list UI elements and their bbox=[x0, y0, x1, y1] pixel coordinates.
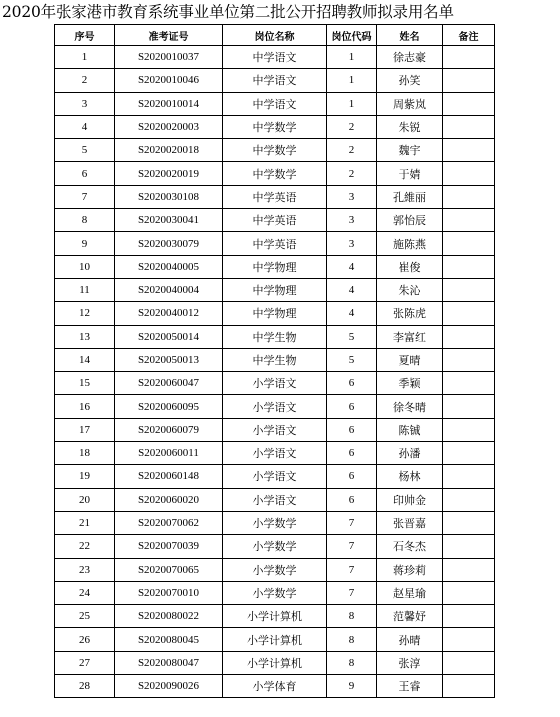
cell-position-code: 6 bbox=[327, 372, 377, 395]
cell-remarks bbox=[443, 302, 495, 325]
cell-index: 25 bbox=[55, 605, 115, 628]
table-header-row bbox=[55, 25, 495, 46]
cell-remarks bbox=[443, 69, 495, 92]
table-row bbox=[55, 558, 495, 581]
header-position-code: 岗位代码 bbox=[327, 25, 377, 46]
cell-position-name: 中学物理 bbox=[223, 255, 327, 278]
cell-position-code: 3 bbox=[327, 185, 377, 208]
cell-index: 19 bbox=[55, 465, 115, 488]
cell-position-name: 中学语文 bbox=[223, 46, 327, 69]
cell-remarks bbox=[443, 395, 495, 418]
cell-remarks bbox=[443, 348, 495, 371]
cell-position-name: 中学生物 bbox=[223, 325, 327, 348]
cell-position-name: 小学数学 bbox=[223, 581, 327, 604]
cell-name: 夏晴 bbox=[377, 348, 443, 371]
header-name: 姓名 bbox=[377, 25, 443, 46]
cell-exam-number: S2020050013 bbox=[115, 348, 223, 371]
cell-position-name: 小学体育 bbox=[223, 675, 327, 698]
cell-exam-number: S2020060095 bbox=[115, 395, 223, 418]
cell-position-name: 小学计算机 bbox=[223, 605, 327, 628]
document-title: 2020年张家港市教育系统事业单位第二批公开招聘教师拟录用名单 bbox=[2, 3, 454, 21]
header-remarks: 备注 bbox=[443, 25, 495, 46]
cell-position-code: 9 bbox=[327, 675, 377, 698]
cell-exam-number: S2020060079 bbox=[115, 418, 223, 441]
cell-remarks bbox=[443, 209, 495, 232]
cell-remarks bbox=[443, 139, 495, 162]
cell-exam-number: S2020020019 bbox=[115, 162, 223, 185]
cell-exam-number: S2020090026 bbox=[115, 675, 223, 698]
cell-position-code: 6 bbox=[327, 418, 377, 441]
cell-index: 8 bbox=[55, 209, 115, 232]
cell-position-name: 小学语文 bbox=[223, 418, 327, 441]
table-row bbox=[55, 581, 495, 604]
cell-name: 杨林 bbox=[377, 465, 443, 488]
table-row bbox=[55, 232, 495, 255]
cell-exam-number: S2020020003 bbox=[115, 115, 223, 138]
cell-remarks bbox=[443, 325, 495, 348]
cell-position-name: 小学数学 bbox=[223, 535, 327, 558]
cell-position-code: 6 bbox=[327, 442, 377, 465]
cell-name: 孙笑 bbox=[377, 69, 443, 92]
cell-remarks bbox=[443, 115, 495, 138]
cell-position-name: 中学数学 bbox=[223, 115, 327, 138]
cell-remarks bbox=[443, 372, 495, 395]
cell-position-name: 中学语文 bbox=[223, 69, 327, 92]
admission-list-table bbox=[54, 24, 495, 698]
table-row bbox=[55, 278, 495, 301]
cell-name: 于婧 bbox=[377, 162, 443, 185]
cell-position-name: 中学物理 bbox=[223, 302, 327, 325]
cell-position-code: 6 bbox=[327, 465, 377, 488]
cell-exam-number: S2020070065 bbox=[115, 558, 223, 581]
table-row bbox=[55, 511, 495, 534]
table-row bbox=[55, 465, 495, 488]
cell-index: 17 bbox=[55, 418, 115, 441]
cell-position-name: 中学英语 bbox=[223, 185, 327, 208]
cell-position-code: 4 bbox=[327, 302, 377, 325]
cell-index: 2 bbox=[55, 69, 115, 92]
cell-index: 11 bbox=[55, 278, 115, 301]
table-row bbox=[55, 209, 495, 232]
cell-remarks bbox=[443, 535, 495, 558]
table-row bbox=[55, 395, 495, 418]
cell-position-name: 小学语文 bbox=[223, 395, 327, 418]
cell-name: 季颖 bbox=[377, 372, 443, 395]
cell-remarks bbox=[443, 558, 495, 581]
table-row bbox=[55, 69, 495, 92]
cell-position-code: 3 bbox=[327, 209, 377, 232]
cell-position-code: 2 bbox=[327, 139, 377, 162]
cell-position-name: 小学计算机 bbox=[223, 628, 327, 651]
cell-name: 魏宇 bbox=[377, 139, 443, 162]
header-exam-number: 准考证号 bbox=[115, 25, 223, 46]
cell-exam-number: S2020040005 bbox=[115, 255, 223, 278]
cell-remarks bbox=[443, 278, 495, 301]
table-row bbox=[55, 325, 495, 348]
header-position-name: 岗位名称 bbox=[223, 25, 327, 46]
cell-name: 孔維丽 bbox=[377, 185, 443, 208]
table-row bbox=[55, 348, 495, 371]
cell-remarks bbox=[443, 185, 495, 208]
cell-exam-number: S2020060020 bbox=[115, 488, 223, 511]
cell-exam-number: S2020060148 bbox=[115, 465, 223, 488]
cell-index: 1 bbox=[55, 46, 115, 69]
cell-position-code: 7 bbox=[327, 581, 377, 604]
table-row bbox=[55, 488, 495, 511]
cell-index: 6 bbox=[55, 162, 115, 185]
cell-name: 蒋珍莉 bbox=[377, 558, 443, 581]
cell-position-code: 7 bbox=[327, 535, 377, 558]
cell-name: 印帅金 bbox=[377, 488, 443, 511]
cell-index: 14 bbox=[55, 348, 115, 371]
table-row bbox=[55, 46, 495, 69]
cell-index: 13 bbox=[55, 325, 115, 348]
cell-remarks bbox=[443, 465, 495, 488]
cell-position-name: 小学数学 bbox=[223, 511, 327, 534]
cell-exam-number: S2020010014 bbox=[115, 92, 223, 115]
cell-exam-number: S2020030041 bbox=[115, 209, 223, 232]
cell-exam-number: S2020060047 bbox=[115, 372, 223, 395]
cell-index: 12 bbox=[55, 302, 115, 325]
cell-remarks bbox=[443, 488, 495, 511]
cell-index: 9 bbox=[55, 232, 115, 255]
cell-position-code: 7 bbox=[327, 511, 377, 534]
cell-exam-number: S2020080047 bbox=[115, 651, 223, 674]
cell-position-code: 4 bbox=[327, 255, 377, 278]
cell-position-code: 5 bbox=[327, 325, 377, 348]
cell-remarks bbox=[443, 442, 495, 465]
cell-exam-number: S2020060011 bbox=[115, 442, 223, 465]
cell-name: 崔俊 bbox=[377, 255, 443, 278]
cell-position-code: 7 bbox=[327, 558, 377, 581]
cell-position-name: 中学数学 bbox=[223, 162, 327, 185]
table-row bbox=[55, 372, 495, 395]
cell-name: 张晋嘉 bbox=[377, 511, 443, 534]
cell-position-name: 小学数学 bbox=[223, 558, 327, 581]
table-row bbox=[55, 115, 495, 138]
cell-remarks bbox=[443, 418, 495, 441]
cell-index: 18 bbox=[55, 442, 115, 465]
cell-position-code: 6 bbox=[327, 395, 377, 418]
cell-position-name: 中学数学 bbox=[223, 139, 327, 162]
cell-exam-number: S2020070062 bbox=[115, 511, 223, 534]
table-row bbox=[55, 92, 495, 115]
table-row bbox=[55, 162, 495, 185]
cell-remarks bbox=[443, 675, 495, 698]
cell-position-code: 1 bbox=[327, 69, 377, 92]
cell-exam-number: S2020040004 bbox=[115, 278, 223, 301]
cell-index: 28 bbox=[55, 675, 115, 698]
cell-position-code: 3 bbox=[327, 232, 377, 255]
cell-remarks bbox=[443, 232, 495, 255]
cell-exam-number: S2020070039 bbox=[115, 535, 223, 558]
table-row bbox=[55, 535, 495, 558]
cell-position-code: 1 bbox=[327, 92, 377, 115]
cell-remarks bbox=[443, 162, 495, 185]
cell-name: 徐冬晴 bbox=[377, 395, 443, 418]
cell-name: 张陈虎 bbox=[377, 302, 443, 325]
cell-index: 20 bbox=[55, 488, 115, 511]
table-row bbox=[55, 185, 495, 208]
table-row bbox=[55, 302, 495, 325]
cell-position-name: 小学计算机 bbox=[223, 651, 327, 674]
cell-index: 3 bbox=[55, 92, 115, 115]
cell-position-code: 8 bbox=[327, 651, 377, 674]
cell-exam-number: S2020050014 bbox=[115, 325, 223, 348]
cell-remarks bbox=[443, 651, 495, 674]
table-row bbox=[55, 442, 495, 465]
cell-remarks bbox=[443, 92, 495, 115]
cell-index: 23 bbox=[55, 558, 115, 581]
cell-remarks bbox=[443, 628, 495, 651]
cell-position-code: 4 bbox=[327, 278, 377, 301]
cell-name: 陈铖 bbox=[377, 418, 443, 441]
cell-index: 16 bbox=[55, 395, 115, 418]
cell-index: 26 bbox=[55, 628, 115, 651]
cell-position-code: 8 bbox=[327, 628, 377, 651]
cell-index: 5 bbox=[55, 139, 115, 162]
cell-position-name: 小学语文 bbox=[223, 442, 327, 465]
cell-index: 21 bbox=[55, 511, 115, 534]
cell-position-name: 中学语文 bbox=[223, 92, 327, 115]
cell-position-code: 2 bbox=[327, 162, 377, 185]
cell-position-name: 小学语文 bbox=[223, 488, 327, 511]
cell-position-name: 小学语文 bbox=[223, 465, 327, 488]
cell-exam-number: S2020080022 bbox=[115, 605, 223, 628]
cell-name: 范馨妤 bbox=[377, 605, 443, 628]
cell-name: 李富红 bbox=[377, 325, 443, 348]
cell-position-name: 中学生物 bbox=[223, 348, 327, 371]
cell-position-name: 中学物理 bbox=[223, 278, 327, 301]
table-row bbox=[55, 139, 495, 162]
table-row bbox=[55, 418, 495, 441]
cell-name: 朱沁 bbox=[377, 278, 443, 301]
cell-remarks bbox=[443, 46, 495, 69]
cell-index: 15 bbox=[55, 372, 115, 395]
cell-position-code: 1 bbox=[327, 46, 377, 69]
cell-name: 孙潘 bbox=[377, 442, 443, 465]
table-row bbox=[55, 605, 495, 628]
cell-index: 7 bbox=[55, 185, 115, 208]
cell-index: 27 bbox=[55, 651, 115, 674]
cell-exam-number: S2020070010 bbox=[115, 581, 223, 604]
cell-exam-number: S2020030079 bbox=[115, 232, 223, 255]
cell-name: 孙晴 bbox=[377, 628, 443, 651]
cell-name: 王睿 bbox=[377, 675, 443, 698]
cell-exam-number: S2020040012 bbox=[115, 302, 223, 325]
cell-position-code: 2 bbox=[327, 115, 377, 138]
cell-name: 张淳 bbox=[377, 651, 443, 674]
table-row bbox=[55, 651, 495, 674]
cell-name: 徐志豪 bbox=[377, 46, 443, 69]
cell-position-code: 8 bbox=[327, 605, 377, 628]
cell-index: 24 bbox=[55, 581, 115, 604]
cell-position-code: 5 bbox=[327, 348, 377, 371]
cell-remarks bbox=[443, 605, 495, 628]
cell-position-name: 中学英语 bbox=[223, 232, 327, 255]
cell-position-code: 6 bbox=[327, 488, 377, 511]
cell-name: 周紫岚 bbox=[377, 92, 443, 115]
cell-name: 朱锐 bbox=[377, 115, 443, 138]
cell-index: 4 bbox=[55, 115, 115, 138]
cell-exam-number: S2020080045 bbox=[115, 628, 223, 651]
cell-exam-number: S2020030108 bbox=[115, 185, 223, 208]
header-index: 序号 bbox=[55, 25, 115, 46]
cell-remarks bbox=[443, 581, 495, 604]
cell-name: 石冬杰 bbox=[377, 535, 443, 558]
cell-position-name: 中学英语 bbox=[223, 209, 327, 232]
cell-exam-number: S2020010046 bbox=[115, 69, 223, 92]
cell-exam-number: S2020010037 bbox=[115, 46, 223, 69]
cell-name: 施陈燕 bbox=[377, 232, 443, 255]
cell-remarks bbox=[443, 255, 495, 278]
table-row bbox=[55, 628, 495, 651]
table-body bbox=[55, 46, 495, 698]
cell-remarks bbox=[443, 511, 495, 534]
cell-index: 10 bbox=[55, 255, 115, 278]
cell-position-name: 小学语文 bbox=[223, 372, 327, 395]
cell-name: 郭怡辰 bbox=[377, 209, 443, 232]
cell-index: 22 bbox=[55, 535, 115, 558]
cell-exam-number: S2020020018 bbox=[115, 139, 223, 162]
cell-name: 赵星瑜 bbox=[377, 581, 443, 604]
table-row bbox=[55, 675, 495, 698]
table-row bbox=[55, 255, 495, 278]
